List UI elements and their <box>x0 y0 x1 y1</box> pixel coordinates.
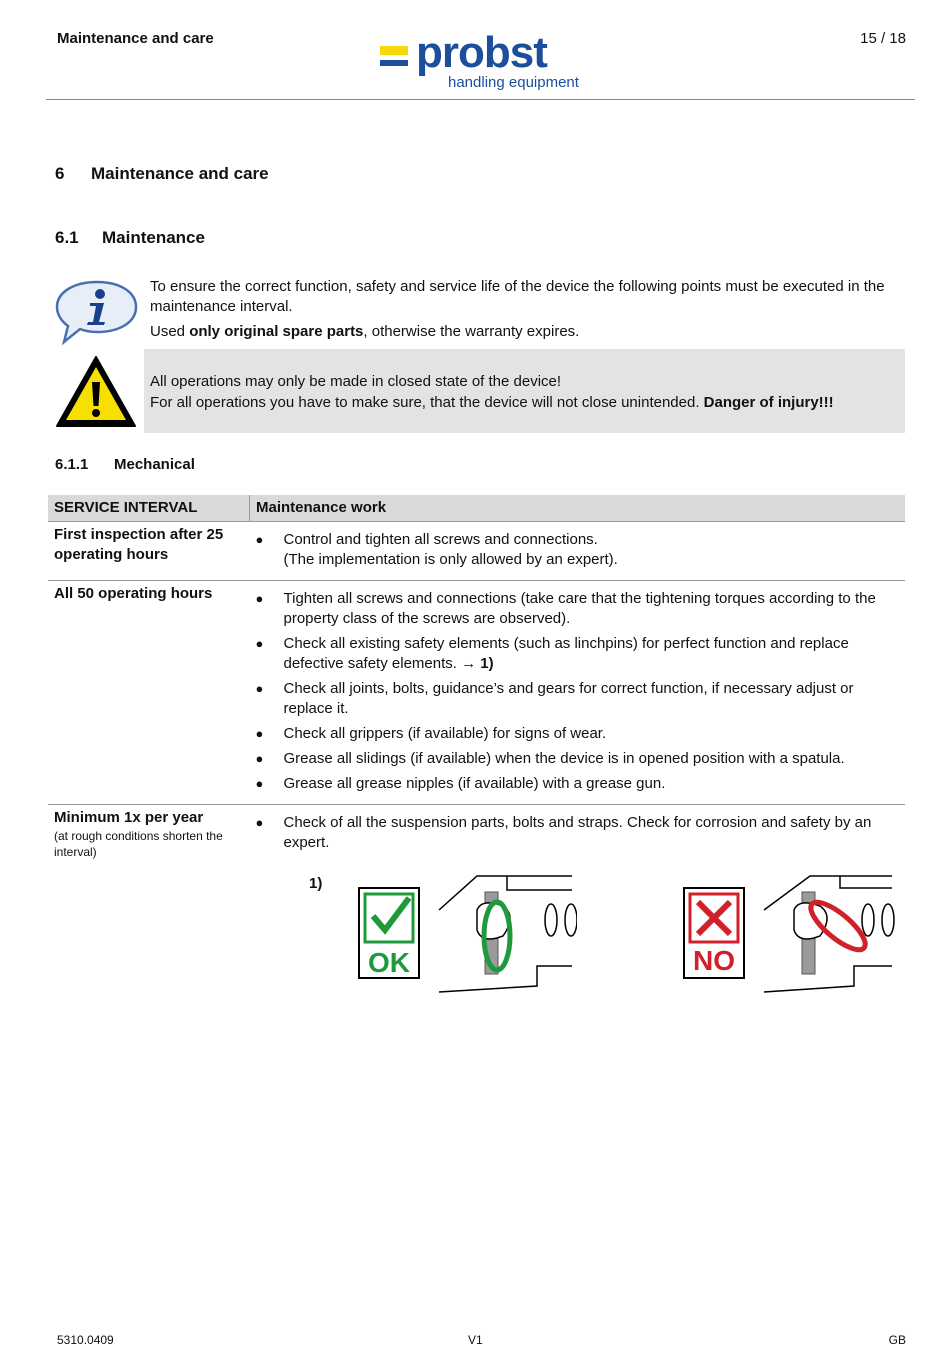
logo-tagline: handling equipment <box>448 74 579 91</box>
linchpin-wrong-illustration <box>682 870 897 1000</box>
list-item: ● Control and tighten all screws and connections. (The implementation is only allowed by an expert). <box>256 530 900 570</box>
subsubsection-heading <box>55 456 195 473</box>
table-row <box>48 522 905 581</box>
work-cell <box>250 581 906 805</box>
interval-note: (at rough conditions shorten the interval) <box>54 829 223 859</box>
logo-yellow-bar <box>380 46 408 55</box>
column-header-work: Maintenance work <box>250 495 906 522</box>
warning-line-1: All operations may only be made in closed state of the device! <box>150 373 562 390</box>
probst-logo <box>378 28 593 94</box>
section-heading <box>55 164 269 184</box>
section-title: Maintenance and care <box>91 164 269 183</box>
list-item: ● Check all existing safety elements (such as linchpins) for perfect function and replace defective safety elements. → 1) <box>256 634 900 674</box>
linchpin-correct-illustration <box>357 870 577 1000</box>
ok-label: OK <box>368 947 410 978</box>
subsubsection-number: 6.1.1 <box>55 456 89 473</box>
column-header-interval: SERVICE INTERVAL <box>48 495 250 522</box>
list-item: ● Check all joints, bolts, guidance’s and gears for correct function, if necessary adjust or replace it. <box>256 679 900 719</box>
subsection-heading <box>55 228 205 248</box>
table-row <box>48 581 905 805</box>
warning-line-2: For all operations you have to make sure, that the device will not close unintended. Danger of injury!!! <box>150 394 834 411</box>
work-cell <box>250 805 906 866</box>
info-paragraph-2: Used only original spare parts, otherwise the warranty expires. <box>150 323 580 340</box>
maintenance-table <box>48 495 905 865</box>
footer-document-number: 5310.0409 <box>57 1333 114 1347</box>
info-note <box>150 277 900 347</box>
info-speech-bubble-icon <box>54 278 140 351</box>
list-item: ● Check all grippers (if available) for signs of wear. <box>256 724 900 744</box>
footer-version: V1 <box>468 1333 483 1347</box>
no-label: NO <box>693 945 735 976</box>
info-paragraph-1: To ensure the correct function, safety and service life of the device the following points must be executed in the maintenance interval. <box>150 278 885 315</box>
page-number: 15 / 18 <box>860 30 906 47</box>
footer-language: GB <box>888 1333 906 1347</box>
subsection-number: 6.1 <box>55 228 79 247</box>
section-number: 6 <box>55 164 65 183</box>
table-row <box>48 805 905 866</box>
interval-cell: All 50 operating hours <box>48 581 250 805</box>
work-cell <box>250 522 906 581</box>
logo-blue-bar <box>380 60 408 66</box>
header-divider <box>46 99 915 100</box>
logo-wordmark: probst <box>416 28 547 77</box>
list-item: ● Tighten all screws and connections (take care that the tightening torques according to the property class of the screws are observed). <box>256 589 900 629</box>
warning-triangle-icon <box>54 354 138 435</box>
warning-text <box>150 371 900 413</box>
interval-cell: First inspection after 25 operating hours <box>54 526 224 563</box>
header-section-title: Maintenance and care <box>57 30 214 47</box>
subsubsection-title: Mechanical <box>114 456 195 473</box>
interval-cell: Minimum 1x per year (at rough conditions shorten the interval) <box>48 805 250 866</box>
list-item: ● Grease all slidings (if available) when the device is in opened position with a spatula. <box>256 749 900 769</box>
figure-label: 1) <box>309 875 323 892</box>
list-item: ● Grease all grease nipples (if available) with a grease gun. <box>256 774 900 794</box>
list-item: ● Check of all the suspension parts, bolts and straps. Check for corrosion and safety by an expert. <box>256 813 900 853</box>
figure-reference: 1) <box>480 655 494 672</box>
subsection-title: Maintenance <box>102 228 205 247</box>
